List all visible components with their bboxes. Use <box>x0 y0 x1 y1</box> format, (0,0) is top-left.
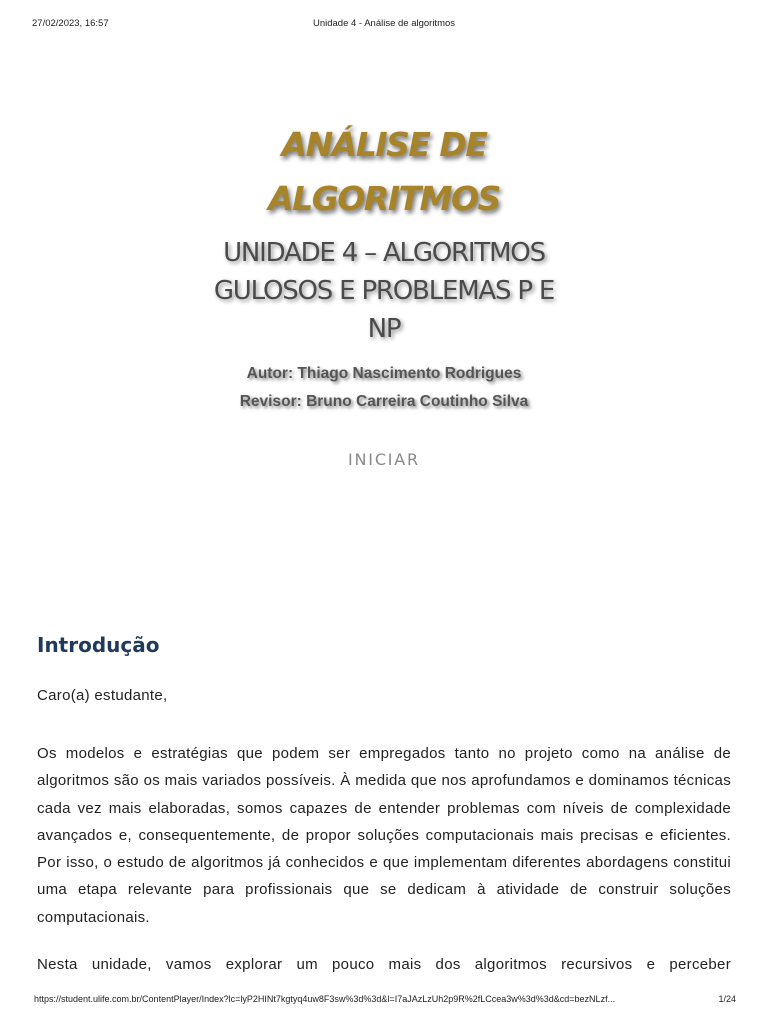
unit-subtitle <box>184 234 584 348</box>
page-indicator: 1/24 <box>718 994 736 1004</box>
course-title <box>224 118 544 226</box>
start-button[interactable]: INICIAR <box>348 450 420 469</box>
unit-subtitle-line-2: GULOSOS E PROBLEMAS P E <box>213 276 555 306</box>
greeting-text: Caro(a) estudante, <box>37 687 168 704</box>
section-title: Introdução <box>37 633 160 657</box>
print-date: 27/02/2023, 16:57 <box>32 18 109 29</box>
course-title-line-2: ALGORITMOS <box>268 179 500 218</box>
print-header <box>32 18 736 32</box>
cover-section <box>0 118 768 473</box>
main-content <box>37 628 731 978</box>
reviewer-credit: Revisor: Bruno Carreira Coutinho Silva <box>239 393 529 410</box>
page-url: https://student.ulife.com.br/ContentPlayer/Index?lc=lyP2HINt7kgtyq4uw8F3sw%3d%3d&l=I7aJAzLzUh2p9R%2fLCcea3w%3d%3d&cd=bezNLzf... <box>34 994 616 1004</box>
print-footer <box>32 994 736 1008</box>
author-credit: Autor: Thiago Nascimento Rodrigues <box>246 365 522 382</box>
credits <box>0 360 768 416</box>
course-title-line-1: ANÁLISE DE <box>281 125 487 164</box>
intro-paragraph-2: Nesta unidade, vamos explorar um pouco mais dos algoritmos recursivos e perceber <box>37 956 731 974</box>
unit-subtitle-line-1: UNIDADE 4 – ALGORITMOS <box>223 238 545 268</box>
intro-paragraph-1: Os modelos e estratégias que podem ser empregados tanto no projeto como na análise de algoritmos são os mais variados possíveis. À medida que nos aprofundamos e dominamos técnicas cada vez mais elaboradas, somos capazes de entender problemas com níveis de complexidade avançados e, consequentemente, de propor soluções computacionais mais precisas e eficientes. Por isso, o estudo de algoritmos já conhecidos e que implementam diferentes abordagens constitui uma etapa relevante para profissionais que se dedicam à atividade de construir soluções computacionais. <box>37 745 731 926</box>
unit-subtitle-line-3: NP <box>367 314 401 344</box>
print-document-title: Unidade 4 - Análise de algoritmos <box>312 18 456 29</box>
